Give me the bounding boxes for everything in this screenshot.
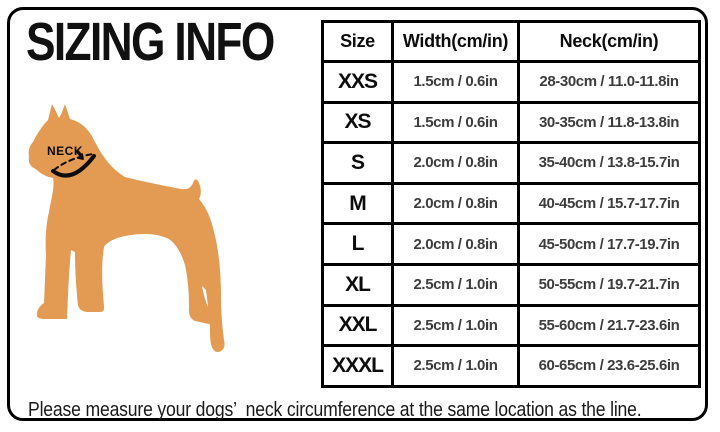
neck-cell: 55-60cm / 21.7-23.6in bbox=[519, 305, 700, 346]
size-cell: XS bbox=[323, 102, 393, 143]
neck-cell: 45-50cm / 17.7-19.7in bbox=[519, 224, 700, 265]
dog-illustration bbox=[25, 100, 237, 362]
column-header: Width(cm/in) bbox=[393, 22, 519, 62]
measure-note: Please measure your dogs’ neck circumference at the same location as the line. bbox=[28, 399, 642, 421]
size-cell: XL bbox=[323, 264, 393, 305]
neck-cell: 50-55cm / 19.7-21.7in bbox=[519, 264, 700, 305]
column-header: Size bbox=[323, 22, 393, 62]
table-row bbox=[323, 143, 700, 184]
width-cell: 2.0cm / 0.8in bbox=[393, 183, 519, 224]
neck-cell: 40-45cm / 15.7-17.7in bbox=[519, 183, 700, 224]
dog-body-shape bbox=[29, 104, 225, 352]
width-cell: 2.5cm / 1.0in bbox=[393, 305, 519, 346]
table-row bbox=[323, 264, 700, 305]
table-row bbox=[323, 102, 700, 143]
table-row bbox=[323, 224, 700, 265]
table-row bbox=[323, 62, 700, 103]
size-cell: XXXL bbox=[323, 346, 393, 387]
width-cell: 2.0cm / 0.8in bbox=[393, 143, 519, 184]
neck-cell: 30-35cm / 11.8-13.8in bbox=[519, 102, 700, 143]
neck-label: NECK bbox=[47, 144, 84, 158]
neck-cell: 60-65cm / 23.6-25.6in bbox=[519, 346, 700, 387]
page-title: SIZING INFO bbox=[26, 12, 274, 72]
table-row bbox=[323, 305, 700, 346]
size-cell: XXL bbox=[323, 305, 393, 346]
width-cell: 2.0cm / 0.8in bbox=[393, 224, 519, 265]
dog-silhouette-svg bbox=[25, 100, 237, 362]
sizing-table bbox=[321, 20, 701, 388]
width-cell: 2.5cm / 1.0in bbox=[393, 346, 519, 387]
table-row bbox=[323, 183, 700, 224]
width-cell: 1.5cm / 0.6in bbox=[393, 62, 519, 103]
width-cell: 2.5cm / 1.0in bbox=[393, 264, 519, 305]
table-header-row bbox=[323, 22, 700, 62]
size-cell: S bbox=[323, 143, 393, 184]
table-row bbox=[323, 346, 700, 387]
column-header: Neck(cm/in) bbox=[519, 22, 700, 62]
neck-cell: 28-30cm / 11.0-11.8in bbox=[519, 62, 700, 103]
neck-cell: 35-40cm / 13.8-15.7in bbox=[519, 143, 700, 184]
size-cell: L bbox=[323, 224, 393, 265]
size-cell: M bbox=[323, 183, 393, 224]
width-cell: 1.5cm / 0.6in bbox=[393, 102, 519, 143]
size-cell: XXS bbox=[323, 62, 393, 103]
